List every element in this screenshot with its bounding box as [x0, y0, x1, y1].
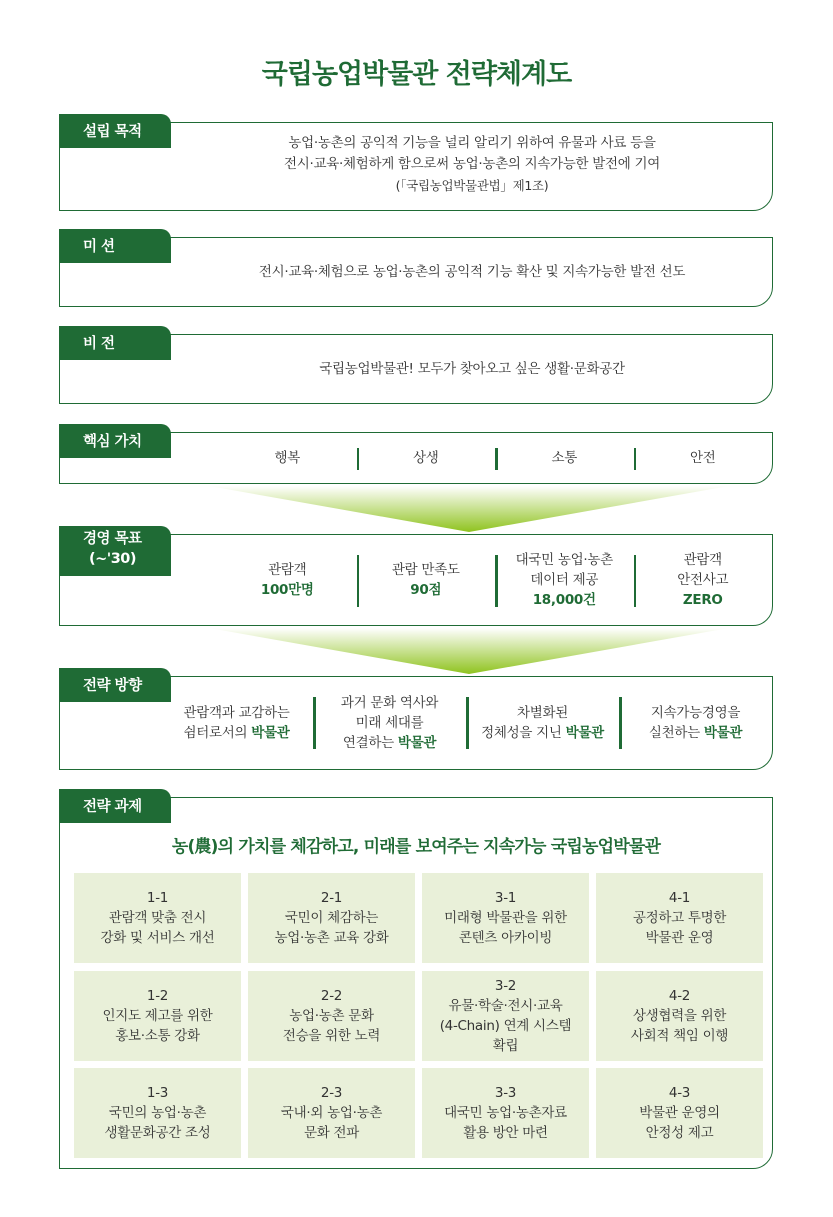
divider	[634, 448, 637, 470]
direction-line: 과거 문화 역사와	[340, 695, 439, 711]
page-title: 국립농업박물관 전략체계도	[261, 59, 572, 90]
direction-prefix: 연결하는	[342, 735, 398, 751]
task-line: 확립	[492, 1038, 519, 1054]
purpose-line-2: 전시·교육·체험하게 함으로써 농업·농촌의 지속가능한 발전에 기여	[284, 156, 660, 172]
mission-text: 전시·교육·체험으로 농업·농촌의 공익적 기능 확산 및 지속가능한 발전 선도	[258, 264, 686, 280]
task-number: 2-1	[320, 890, 343, 906]
task-number: 4-3	[668, 1085, 691, 1101]
vision-box	[59, 334, 773, 404]
task-number: 4-2	[668, 988, 691, 1004]
goals-row	[218, 535, 772, 625]
task-cell	[74, 873, 241, 963]
task-line: 사회적 책임 이행	[630, 1028, 729, 1044]
task-number: 2-2	[320, 988, 343, 1004]
goals-box	[59, 531, 773, 626]
direction-highlight: 박물관	[565, 725, 604, 741]
task-cell	[74, 1068, 241, 1158]
goals-tab-line-2: (~'30)	[89, 551, 137, 567]
direction-line	[649, 723, 742, 743]
directions-row	[160, 677, 772, 769]
mission-tab: 미 션	[59, 229, 171, 263]
task-cell	[422, 873, 589, 963]
task-line: 미래형 박물관을 위한	[444, 910, 567, 926]
core-values-box	[59, 432, 773, 484]
divider	[357, 555, 360, 607]
task-number: 3-2	[494, 978, 517, 994]
task-line: 농업·농촌 문화	[289, 1008, 374, 1024]
direction-line	[343, 733, 436, 753]
task-cell	[596, 873, 763, 963]
purpose-text	[172, 133, 772, 196]
task-line: 유물·학술·전시·교육	[448, 998, 563, 1014]
task-line: 박물관 운영의	[639, 1105, 720, 1121]
divider	[495, 448, 498, 470]
purpose-tab: 설립 목적	[59, 114, 171, 148]
goal-label: 관람객	[683, 552, 722, 568]
goal-label: 관람 만족도	[391, 562, 460, 578]
task-cell	[74, 971, 241, 1061]
task-line: 안정성 제고	[645, 1125, 714, 1141]
direction-prefix: 쉼터로서의	[183, 725, 252, 741]
core-value-item: 안전	[690, 450, 716, 466]
task-line: 활용 방안 마련	[463, 1125, 548, 1141]
task-line: 박물관 운영	[645, 930, 714, 946]
directions-box	[59, 676, 773, 770]
divider	[619, 697, 622, 749]
divider	[466, 697, 469, 749]
goal-label: 데이터 제공	[530, 572, 599, 588]
task-line: 전승을 위한 노력	[282, 1028, 381, 1044]
direction-prefix: 실천하는	[648, 725, 704, 741]
direction-line: 차별화된	[517, 705, 568, 721]
task-line: 강화 및 서비스 개선	[100, 930, 215, 946]
divider	[357, 448, 360, 470]
direction-line: 관람객과 교감하는	[183, 705, 290, 721]
goal-safety	[634, 535, 773, 625]
task-number: 3-1	[494, 890, 517, 906]
direction-line	[184, 723, 290, 743]
task-line: 국민의 농업·농촌	[108, 1105, 207, 1121]
goals-tab	[59, 526, 171, 576]
mission-box	[59, 237, 773, 307]
divider	[495, 555, 498, 607]
goal-value: 18,000건	[532, 592, 596, 608]
vision-tab: 비 전	[59, 326, 171, 360]
task-line: 상생협력을 위한	[632, 1008, 727, 1024]
task-number: 2-3	[320, 1085, 343, 1101]
task-cell	[422, 1068, 589, 1158]
goal-value: 90점	[410, 582, 442, 598]
direction-prefix: 정체성을 지닌	[481, 725, 566, 741]
direction-item	[466, 677, 619, 769]
direction-highlight: 박물관	[251, 725, 290, 741]
task-line: 홍보·소통 강화	[115, 1028, 200, 1044]
task-number: 4-1	[668, 890, 691, 906]
goals-tab-line-1: 경영 목표	[83, 531, 142, 547]
task-cell	[422, 971, 589, 1061]
task-cell	[596, 971, 763, 1061]
direction-line: 지속가능경영을	[650, 705, 741, 721]
task-line: 농업·농촌 교육 강화	[274, 930, 389, 946]
purpose-line-1: 농업·농촌의 공익적 기능을 널리 알리기 위하여 유물과 사료 등을	[288, 135, 656, 151]
directions-tab: 전략 방향	[59, 668, 171, 702]
tasks-subtitle: 농(農)의 가치를 체감하고, 미래를 보여주는 지속가능 국립농업박물관	[171, 837, 661, 857]
direction-item	[313, 677, 466, 769]
task-line: 생활문화공간 조성	[104, 1125, 211, 1141]
goal-label: 관람객	[268, 562, 307, 578]
core-value-item: 소통	[551, 450, 577, 466]
tasks-box	[59, 797, 773, 1169]
task-line: 문화 전파	[304, 1125, 359, 1141]
goal-satisfaction	[357, 535, 496, 625]
direction-item	[619, 677, 772, 769]
task-number: 1-2	[146, 988, 169, 1004]
task-line: 국내·외 농업·농촌	[280, 1105, 383, 1121]
core-value-item: 행복	[274, 450, 300, 466]
task-line: 대국민 농업·농촌자료	[444, 1105, 567, 1121]
direction-item	[160, 677, 313, 769]
task-cell	[248, 1068, 415, 1158]
divider	[313, 697, 316, 749]
direction-line	[481, 723, 604, 743]
task-cell	[248, 971, 415, 1061]
task-line: 공정하고 투명한	[632, 910, 727, 926]
task-line: 콘텐츠 아카이빙	[458, 930, 553, 946]
direction-line: 미래 세대를	[355, 715, 424, 731]
goal-label: 안전사고	[677, 572, 729, 588]
purpose-box	[59, 122, 773, 211]
goal-data	[495, 535, 634, 625]
tasks-tab: 전략 과제	[59, 789, 171, 823]
task-number: 1-3	[146, 1085, 169, 1101]
task-line: 인지도 제고를 위한	[102, 1008, 213, 1024]
divider	[634, 555, 637, 607]
direction-highlight: 박물관	[703, 725, 743, 741]
task-line: (4-Chain) 연계 시스템	[439, 1018, 572, 1034]
goal-value: 100만명	[260, 582, 314, 598]
core-value-item: 상생	[413, 450, 439, 466]
goal-value: ZERO	[682, 592, 723, 608]
task-number: 3-3	[494, 1085, 517, 1101]
core-values-row	[218, 433, 772, 483]
goal-label: 대국민 농업·농촌	[515, 552, 613, 568]
task-line: 관람객 맞춤 전시	[108, 910, 207, 926]
task-cell	[248, 873, 415, 963]
purpose-law-ref: (「국립농업박물관법」제1조)	[395, 178, 549, 193]
goal-visitors	[218, 535, 357, 625]
task-line: 국민이 체감하는	[284, 910, 379, 926]
vision-text: 국립농업박물관! 모두가 찾아오고 싶은 생활·문화공간	[319, 361, 625, 377]
task-cell	[596, 1068, 763, 1158]
direction-highlight: 박물관	[397, 735, 437, 751]
task-number: 1-1	[146, 890, 169, 906]
core-values-tab: 핵심 가치	[59, 424, 171, 458]
